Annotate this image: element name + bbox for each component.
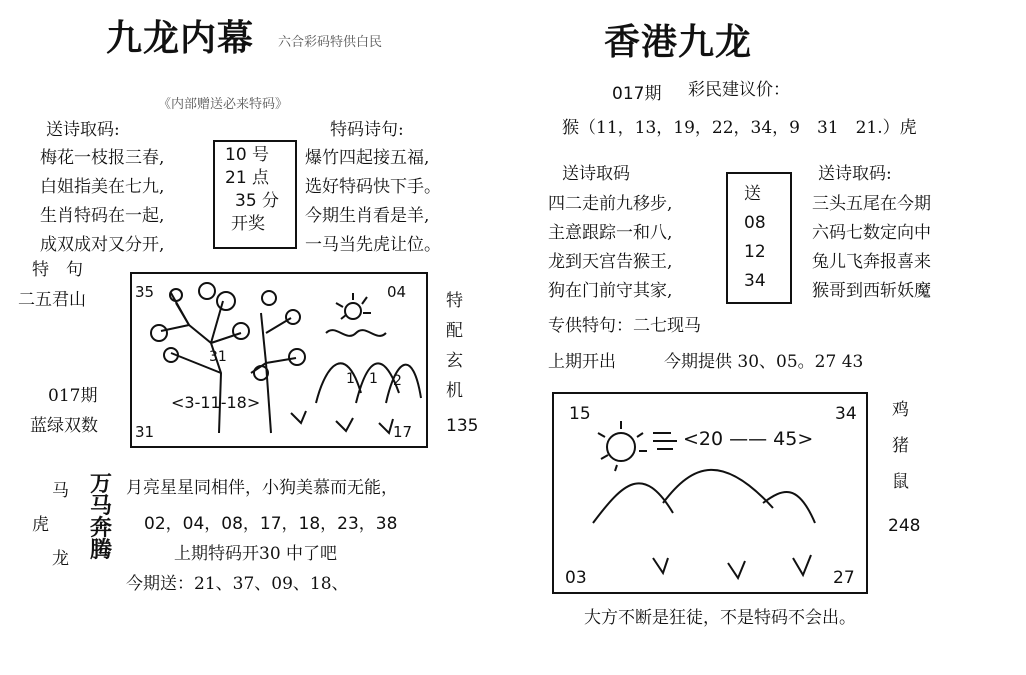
- send-box-number: 08: [744, 213, 766, 233]
- leaf: [151, 325, 167, 341]
- blue-green: 蓝绿双数: [30, 416, 98, 436]
- draw-open: 开奖: [231, 214, 265, 234]
- poem-line: 梅花一枝报三春,: [40, 148, 165, 168]
- side-char: 机: [446, 381, 463, 401]
- draw-time: [225, 144, 279, 236]
- send-poem-label-a: 送诗取码: [562, 164, 630, 184]
- sun-icon: [607, 433, 635, 461]
- pic-corner-bl: 31: [135, 423, 155, 441]
- poem-line: 兔儿飞奔报喜来: [812, 252, 931, 272]
- numbers-line: 02，04，08，17，18，23，38: [144, 514, 398, 534]
- side-char: 配: [446, 321, 463, 341]
- pic-corner-bl: 03: [565, 568, 587, 588]
- leaf: [217, 292, 235, 310]
- pic-corner-tr: 04: [387, 283, 407, 301]
- pic-mark: 1: [369, 371, 378, 387]
- send-poem-label-b: 送诗取码:: [818, 164, 892, 184]
- left-subtitle: 六合彩码特供白民: [278, 35, 383, 50]
- send-poem-label: 送诗取码:: [46, 120, 120, 140]
- special-phrase: 二五君山: [18, 290, 86, 310]
- right-side-zodiacs: [892, 392, 909, 500]
- draw-number: 10 号: [225, 145, 270, 165]
- pic-corner-tl: 35: [135, 283, 155, 301]
- side-char: 特: [446, 291, 463, 311]
- moon-line: 月亮星星同相伴，小狗美慕而无能，: [126, 478, 398, 498]
- poem-line: 龙到天宫告猴王,: [548, 252, 673, 272]
- leaf: [199, 283, 215, 299]
- pic-range: <3-11-18>: [171, 393, 261, 412]
- grass-tufts: [291, 411, 393, 433]
- left-title: 九龙内幕: [106, 17, 255, 59]
- right-title: 香港九龙: [604, 21, 753, 63]
- send-poem-a: [548, 190, 672, 306]
- zodiac: 鼠: [892, 472, 909, 492]
- pic-range: <20 —— 45>: [683, 428, 814, 450]
- send-box-label: 送: [744, 184, 761, 204]
- pic-trunk-number: 31: [209, 349, 227, 365]
- right-picture: [553, 393, 865, 591]
- poem-line: 六码七数定向中: [812, 223, 931, 243]
- send-box-values: [744, 180, 766, 296]
- zodiac: 马: [52, 481, 69, 501]
- left-picture: [131, 273, 425, 445]
- pic-mark: 2: [393, 373, 402, 389]
- leaf: [286, 310, 300, 324]
- poem-line: 狗在门前守其家,: [548, 281, 673, 301]
- poem-line: 今期生肖看是羊,: [305, 206, 430, 226]
- last-issue: 上期特码开30 中了吧: [174, 544, 338, 564]
- send-box-number: 34: [744, 271, 766, 291]
- pic-corner-br: 17: [393, 423, 413, 441]
- poem-line: 爆竹四起接五福,: [305, 148, 430, 168]
- pic-corner-tl: 15: [569, 404, 591, 424]
- second-tree: [251, 313, 296, 433]
- zodiac: 龙: [52, 549, 69, 569]
- handwritten-slogan: 万马奔腾: [90, 472, 113, 563]
- send-poem: [40, 144, 164, 260]
- right-special-phrase: 专供特句：二七现马: [548, 316, 701, 336]
- this-issue: 今期送：21、37、09、18、: [126, 574, 349, 594]
- sun-rays: [336, 293, 371, 319]
- leaf: [262, 291, 276, 305]
- mountains: [593, 470, 815, 523]
- zodiac: 猪: [892, 436, 909, 456]
- side-chars: [446, 286, 463, 406]
- poem-line: 四二走前九移步,: [548, 194, 673, 214]
- zodiac-list: [32, 474, 69, 576]
- right-footer: 大方不断是狂徒，不是特码不会出。: [584, 608, 856, 628]
- pic-mark: 1: [346, 371, 355, 387]
- send-poem-b: [812, 190, 931, 306]
- poem-line: 选好特码快下手。: [305, 177, 441, 197]
- monkey-line: 猴（11，13，19，22，34，9 31 21.）虎: [562, 118, 917, 138]
- poem-line: 白姐指美在七九,: [40, 177, 165, 197]
- draw-minute: 35 分: [235, 191, 280, 211]
- poem-line: 主意跟踪一和八,: [548, 223, 673, 243]
- leaf: [233, 323, 249, 339]
- pic-corner-tr: 34: [835, 404, 857, 424]
- poem-line: 成双成对又分开,: [40, 235, 165, 255]
- sun-rays: [598, 421, 647, 471]
- left-banner: 《内部赠送必来特码》: [158, 97, 289, 112]
- left-side-number: 135: [446, 416, 479, 436]
- right-side-number: 248: [888, 516, 921, 536]
- pic-corner-br: 27: [833, 568, 855, 588]
- special-poem-label: 特码诗句:: [330, 120, 404, 140]
- draw-hour: 21 点: [225, 168, 270, 188]
- last-out: 上期开出: [548, 352, 616, 372]
- poem-line: 三头五尾在今期: [812, 194, 931, 214]
- poem-line: 一马当先虎让位。: [305, 235, 441, 255]
- send-box-number: 12: [744, 242, 766, 262]
- grass-tufts: [653, 555, 811, 578]
- leaf: [289, 349, 305, 365]
- poem-line: 生肖特码在一起,: [40, 206, 165, 226]
- left-issue: 017期: [48, 386, 98, 406]
- sun-icon: [345, 303, 361, 319]
- poem-line: 猴哥到西斩妖魔: [812, 281, 931, 301]
- wind-lines: [653, 433, 677, 449]
- right-issue: 017期: [612, 84, 662, 104]
- suggest-label: 彩民建议价：: [688, 80, 790, 100]
- this-provides: 今期提供 30、05。27 43: [664, 352, 864, 372]
- zodiac: 鸡: [892, 400, 909, 420]
- side-char: 玄: [446, 351, 463, 371]
- cloud-icon: [326, 330, 386, 336]
- zodiac: 虎: [32, 515, 49, 535]
- special-phrase-label: 特 句: [32, 260, 83, 280]
- special-poem: [305, 144, 441, 260]
